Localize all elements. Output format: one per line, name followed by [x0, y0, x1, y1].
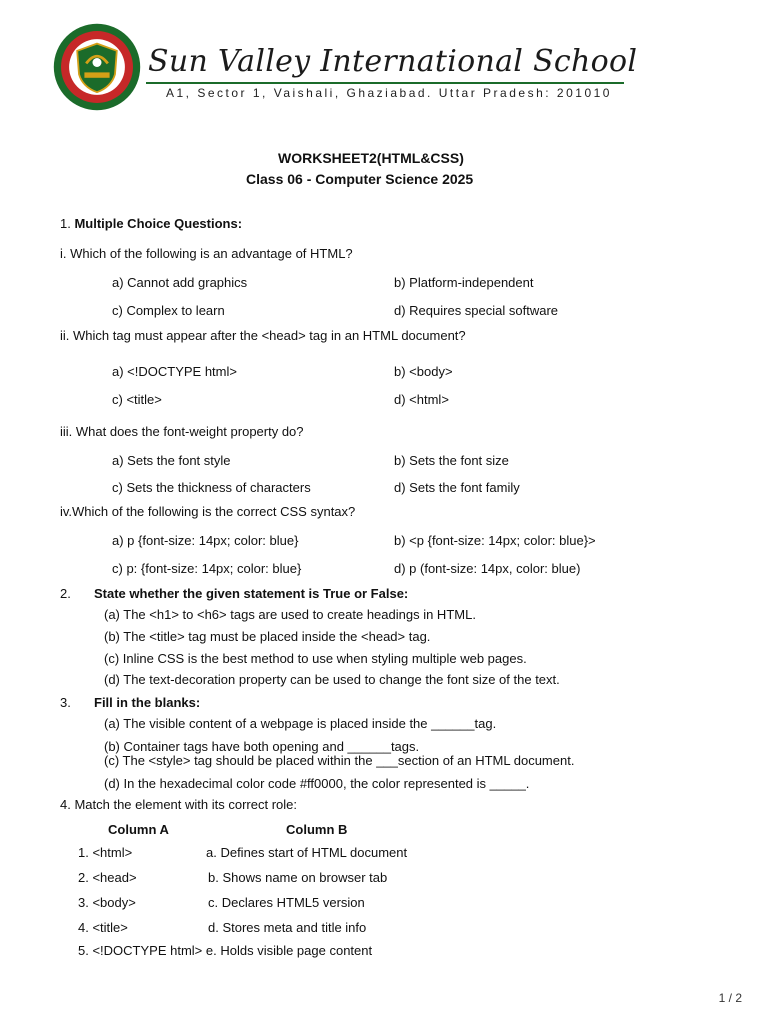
section2-heading: State whether the given statement is True or False:	[94, 586, 409, 601]
match-column-a-item: 2. <head>	[78, 870, 137, 885]
section1-heading	[60, 216, 242, 231]
match-column-b-item: e. Holds visible page content	[205, 943, 373, 958]
page-indicator: 1 / 2	[718, 991, 742, 1005]
match-column-b-item: c. Declares HTML5 version	[208, 895, 365, 910]
question-text: ii. Which tag must appear after the <head> tag in an HTML document?	[60, 328, 466, 343]
mcq-option: c) <title>	[112, 392, 162, 407]
fill-blank-item: (c) The <style> tag should be placed within the ___section of an HTML document.	[104, 753, 575, 768]
true-false-item: (c) Inline CSS is the best method to use when styling multiple web pages.	[104, 651, 527, 666]
mcq-option: a) Sets the font style	[112, 453, 231, 468]
mcq-option: d) Requires special software	[394, 303, 559, 318]
worksheet-title: WORKSHEET2(HTML&CSS)	[278, 150, 464, 166]
question-text: iii. What does the font-weight property do?	[60, 424, 304, 439]
match-column-a-item: 3. <body>	[78, 895, 136, 910]
match-row-5	[78, 943, 372, 958]
mcq-option: c) Complex to learn	[112, 303, 225, 318]
fill-blank-item: (d) In the hexadecimal color code #ff0000, the color represented is _____.	[104, 776, 530, 791]
header-rule	[146, 82, 624, 84]
fill-blank-item: (b) Container tags have both opening and ______tags.	[104, 739, 420, 754]
mcq-option: d) p (font-size: 14px, color: blue)	[394, 561, 581, 576]
mcq-option: c) p: {font-size: 14px; color: blue}	[112, 561, 302, 576]
question-text: i. Which of the following is an advantage of HTML?	[60, 246, 353, 261]
school-logo	[52, 22, 142, 112]
question-text: iv.Which of the following is the correct CSS syntax?	[60, 504, 356, 519]
match-column-a-item: 1. <html>	[78, 845, 133, 860]
worksheet-subtitle: Class 06 - Computer Science 2025	[246, 171, 474, 187]
mcq-option: a) Cannot add graphics	[112, 275, 248, 290]
mcq-option: a) p {font-size: 14px; color: blue}	[112, 533, 299, 548]
match-column-b-item: b. Shows name on browser tab	[208, 870, 388, 885]
mcq-option: d) Sets the font family	[394, 480, 520, 495]
column-a-header: Column A	[108, 822, 169, 837]
section1-title: Multiple Choice Questions:	[74, 216, 243, 231]
match-column-a-item: 5. <!DOCTYPE html>	[78, 943, 203, 958]
match-column-b-item: a. Defines start of HTML document	[206, 845, 408, 860]
section3-number: 3.	[60, 695, 71, 710]
mcq-option: b) Sets the font size	[394, 453, 509, 468]
column-b-header: Column B	[286, 822, 348, 837]
mcq-option: c) Sets the thickness of characters	[112, 480, 311, 495]
fill-blank-item: (a) The visible content of a webpage is placed inside the ______tag.	[104, 716, 497, 731]
match-column-b-item: d. Stores meta and title info	[208, 920, 367, 935]
true-false-item: (a) The <h1> to <h6> tags are used to create headings in HTML.	[104, 607, 476, 622]
school-name: Sun Valley International School	[148, 44, 638, 79]
section1-number: 1.	[60, 216, 71, 231]
mcq-option: b) <body>	[394, 364, 453, 379]
true-false-item: (d) The text-decoration property can be used to change the font size of the text.	[104, 672, 560, 687]
mcq-option: b) <p {font-size: 14px; color: blue}>	[394, 533, 596, 548]
section3-heading: Fill in the blanks:	[94, 695, 201, 710]
match-column-a-item: 4. <title>	[78, 920, 128, 935]
section4-heading: 4. Match the element with its correct role:	[60, 797, 297, 812]
true-false-item: (b) The <title> tag must be placed inside the <head> tag.	[104, 629, 431, 644]
mcq-option: a) <!DOCTYPE html>	[112, 364, 237, 379]
mcq-option: b) Platform-independent	[394, 275, 534, 290]
mcq-option: d) <html>	[394, 392, 449, 407]
school-address: A1, Sector 1, Vaishali, Ghaziabad. Uttar Pradesh: 201010	[166, 86, 612, 100]
section2-number: 2.	[60, 586, 71, 601]
